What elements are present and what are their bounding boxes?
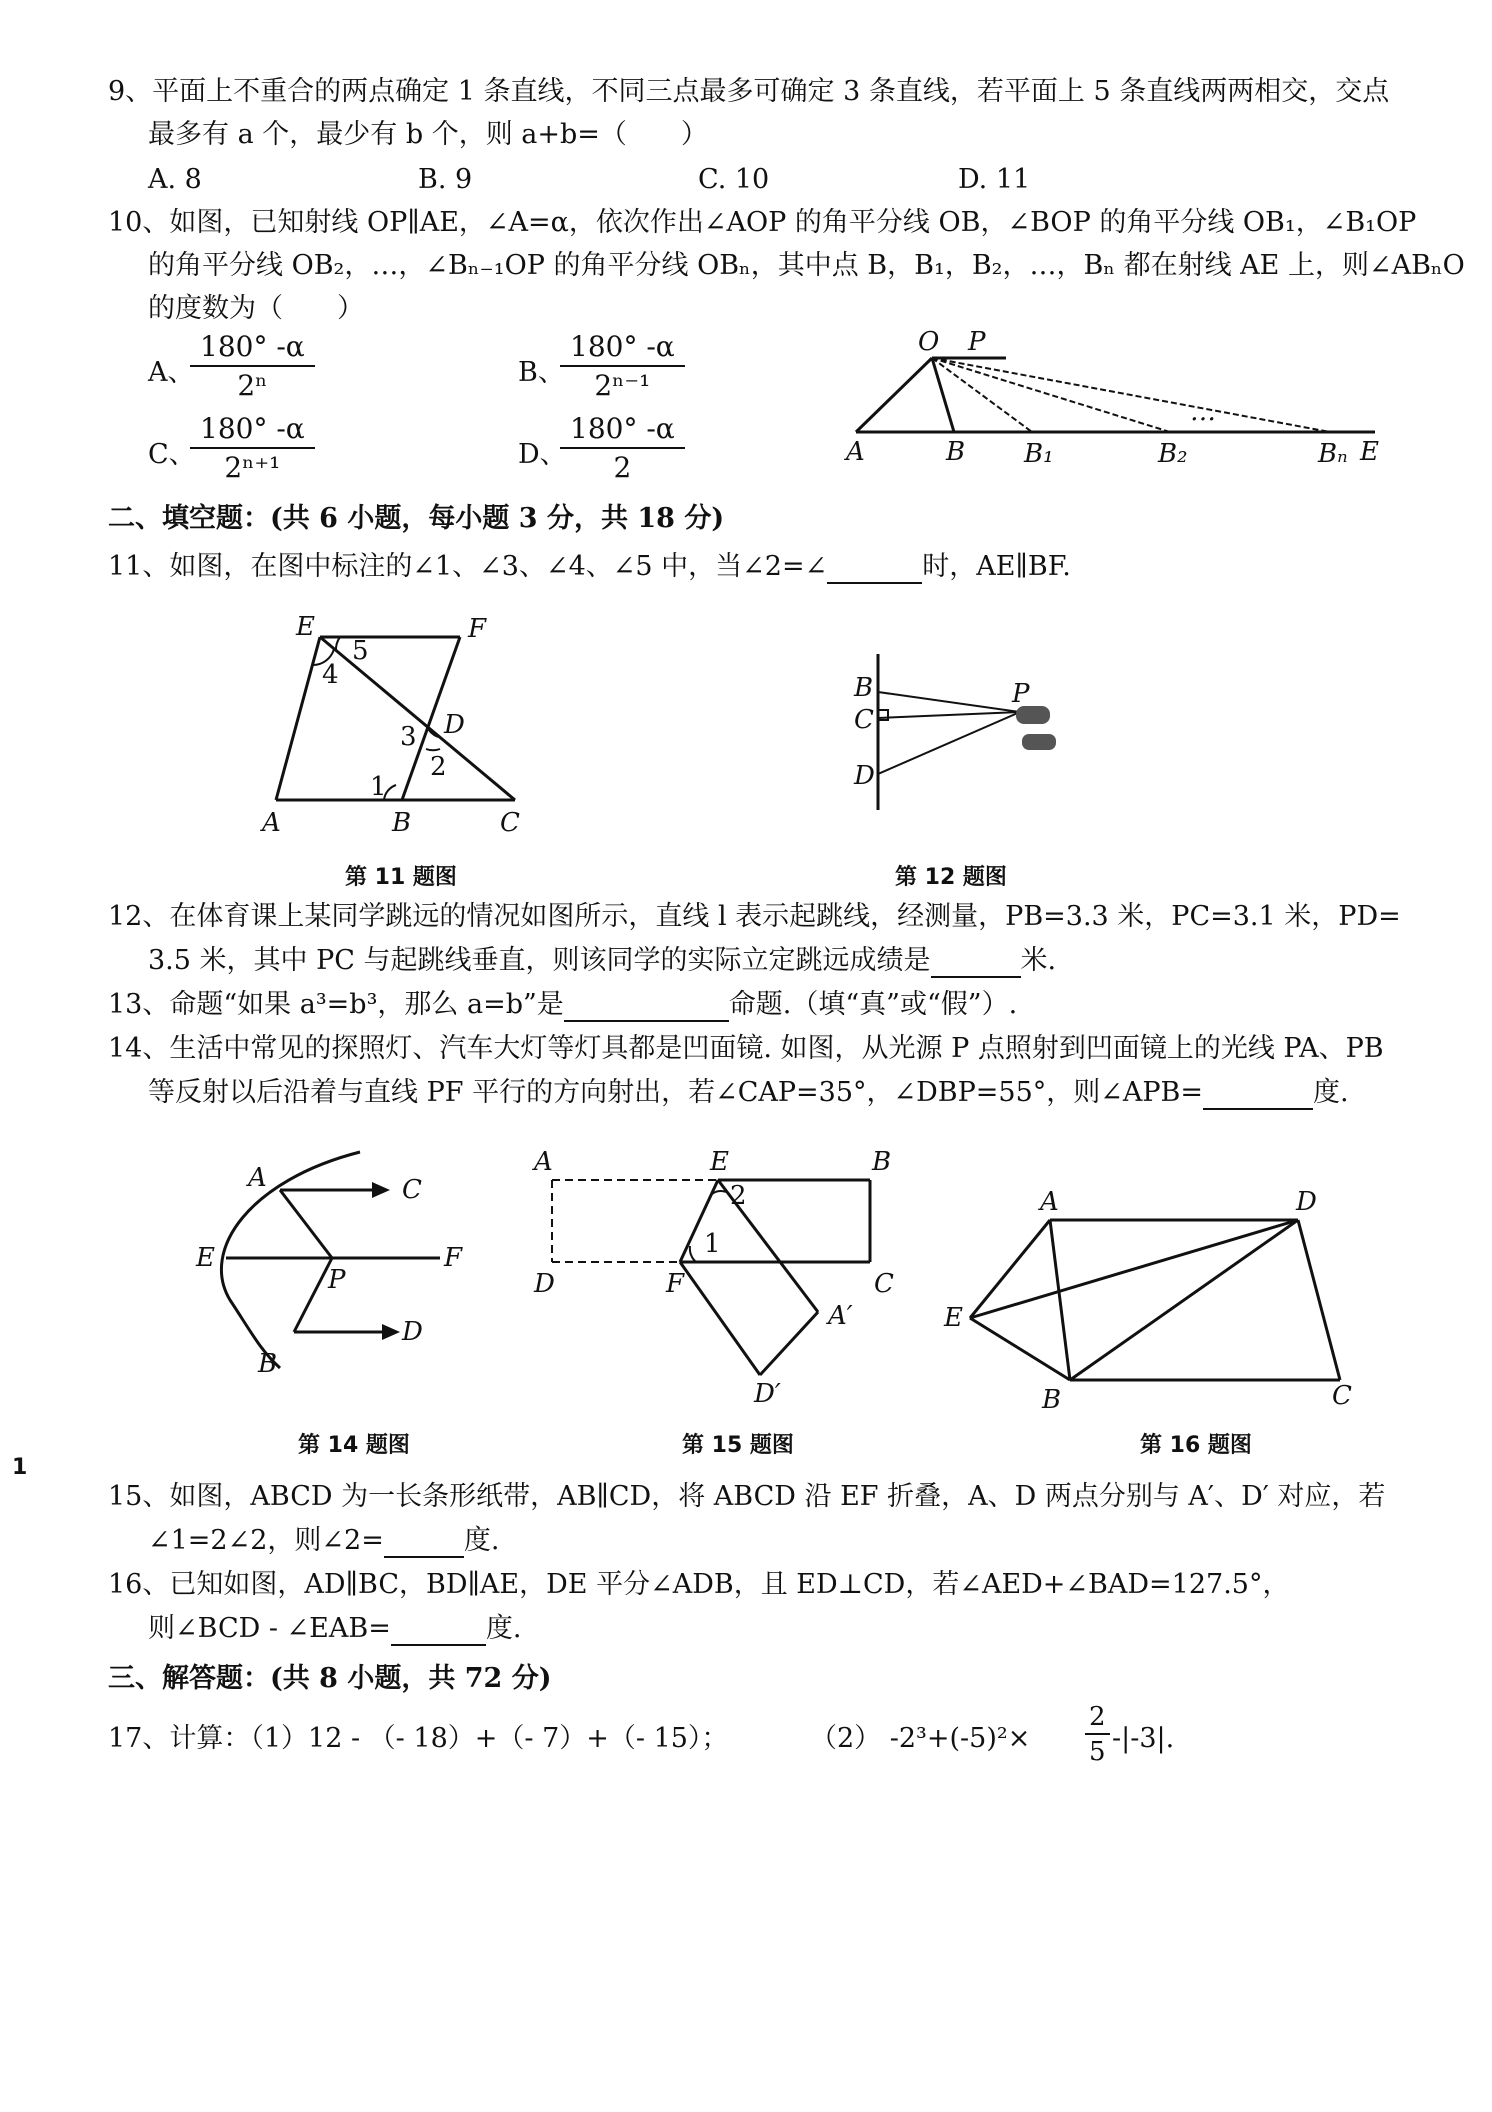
q13-before: 13、命题“如果 a³=b³，那么 a=b”是: [108, 989, 564, 1020]
q15-figure: [530, 1140, 910, 1410]
label-angle-1: 1: [704, 1229, 721, 1259]
q17-part1: 17、计算：（1）12 - （- 18）+（- 7）+（- 15）；: [108, 1723, 729, 1754]
label-a: A: [262, 808, 281, 838]
label-bn: Bₙ: [1318, 439, 1348, 469]
fraction-denominator: 2ⁿ⁺¹: [224, 451, 281, 484]
label-angle-3: 3: [400, 722, 417, 752]
q12-figure: [840, 650, 1100, 820]
label-b2: B₂: [1158, 439, 1188, 469]
q9-line1: 9、平面上不重合的两点确定 1 条直线，不同三点最多可确定 3 条直线，若平面上 5 条直线两两相交，交点: [108, 76, 1390, 107]
label-a-prime: A′: [828, 1301, 853, 1331]
q16-answer-blank: [391, 1618, 486, 1646]
label-f: F: [444, 1243, 463, 1273]
label-a: A: [248, 1163, 267, 1193]
label-angle-1: 1: [370, 772, 387, 802]
section2-heading: 二、填空题：(共 6 小题，每小题 3 分，共 18 分): [108, 503, 725, 534]
q9-line2: 最多有 a 个，最少有 b 个，则 a+b=（ ）: [148, 119, 708, 150]
q9-option-c: C. 10: [698, 164, 770, 195]
label-dots: …: [1190, 397, 1216, 427]
label-e: E: [296, 612, 315, 642]
q10-option-b-fraction: [560, 330, 685, 402]
q15-line2-before: ∠1=2∠2，则∠2=: [148, 1525, 384, 1556]
q14-figure: [190, 1140, 480, 1380]
q16-line2: [148, 1612, 521, 1646]
q10-option-d-label: D、: [518, 439, 567, 470]
q14-line2: [148, 1076, 1349, 1110]
q17-part2-before: （2） -2³+(-5)²×: [810, 1723, 1031, 1754]
q11-answer-blank: [827, 556, 922, 584]
q13-after: 命题.（填“真”或“假”）.: [728, 989, 1018, 1020]
q10-figure: [840, 320, 1400, 470]
label-c: C: [874, 1269, 894, 1299]
q16-line1: 16、已知如图，AD∥BC，BD∥AE，DE 平分∠ADB，且 ED⊥CD，若∠AED+∠BAD=127.5°，: [108, 1569, 1290, 1600]
q9-option-d: D. 11: [958, 164, 1031, 195]
q15-caption: 第 15 题图: [682, 1433, 794, 1458]
q10-option-a-fraction: [190, 330, 315, 402]
fraction-denominator: 5: [1089, 1737, 1106, 1767]
label-b: B: [946, 437, 966, 467]
label-b: B: [1042, 1385, 1062, 1415]
label-angle-2: 2: [430, 752, 447, 782]
fraction-numerator: 2: [1085, 1702, 1110, 1735]
q11-caption: 第 11 题图: [345, 865, 457, 890]
q12-line2-before: 3.5 米，其中 PC 与起跳线垂直，则该同学的实际立定跳远成绩是: [148, 945, 931, 976]
q10-option-c-label: C、: [148, 439, 196, 470]
fraction-numerator: 180° -α: [190, 330, 315, 367]
label-angle-5: 5: [352, 636, 369, 666]
q17-part2-tail: -|-3|.: [1112, 1723, 1175, 1754]
label-b: B: [392, 808, 412, 838]
q11-text-after: 时，AE∥BF.: [922, 551, 1071, 582]
label-d-prime: D′: [754, 1379, 781, 1409]
label-p: P: [328, 1265, 346, 1295]
q15-line2-after: 度.: [463, 1525, 500, 1556]
page-number: 1: [12, 1455, 28, 1480]
label-b: B: [854, 673, 874, 703]
q12-line2-after: 米.: [1020, 945, 1057, 976]
fraction-denominator: 2ⁿ⁻¹: [594, 369, 651, 402]
label-e: E: [196, 1243, 215, 1273]
q15-answer-blank: [384, 1530, 464, 1558]
q14-answer-blank: [1203, 1082, 1313, 1110]
label-c: C: [500, 808, 520, 838]
q13-line: [108, 988, 1017, 1022]
q12-line2: [148, 944, 1056, 978]
q10-option-c-fraction: [190, 412, 315, 484]
q10-option-d-fraction: [560, 412, 685, 484]
label-d: D: [402, 1317, 423, 1347]
q14-caption: 第 14 题图: [298, 1433, 410, 1458]
label-d: D: [1296, 1187, 1317, 1217]
q16-caption: 第 16 题图: [1140, 1433, 1252, 1458]
label-p: P: [968, 327, 986, 357]
fraction-denominator: 2: [613, 451, 632, 484]
q10-option-b-label: B、: [518, 357, 565, 388]
q12-caption: 第 12 题图: [895, 865, 1007, 890]
q17-part2: [810, 1722, 1030, 1756]
q14-line2-after: 度.: [1313, 1077, 1349, 1108]
label-e: E: [944, 1303, 963, 1333]
label-p: P: [1012, 679, 1030, 709]
label-b: B: [872, 1147, 892, 1177]
label-o: O: [918, 327, 940, 357]
q10-option-a-label: A、: [148, 357, 195, 388]
label-d: D: [444, 710, 465, 740]
fraction-denominator: 2ⁿ: [237, 369, 268, 402]
q10-line2: 的角平分线 OB₂，…，∠Bₙ₋₁OP 的角平分线 OBₙ，其中点 B，B₁，B₂，…，Bₙ 都在射线 AE 上，则∠ABₙO: [148, 250, 1465, 281]
q9-option-a: A. 8: [148, 164, 202, 195]
label-a: A: [846, 437, 865, 467]
q17-fraction: [1085, 1702, 1110, 1767]
q11-text-before: 11、如图，在图中标注的∠1、∠3、∠4、∠5 中，当∠2=∠: [108, 551, 828, 582]
footprint-icon: [1022, 734, 1056, 750]
q16-figure: [940, 1180, 1360, 1415]
label-f: F: [666, 1269, 685, 1299]
label-e: E: [710, 1147, 729, 1177]
label-d: D: [534, 1269, 555, 1299]
fraction-numerator: 180° -α: [560, 330, 685, 367]
label-c: C: [402, 1175, 422, 1205]
label-d: D: [854, 761, 875, 791]
q11-figure: [260, 612, 550, 845]
section3-heading: 三、解答题：(共 8 小题，共 72 分): [108, 1663, 552, 1694]
fraction-numerator: 180° -α: [560, 412, 685, 449]
fraction-numerator: 180° -α: [190, 412, 315, 449]
label-b1: B₁: [1024, 439, 1054, 469]
q16-line2-before: 则∠BCD - ∠EAB=: [148, 1613, 391, 1644]
label-b: B: [258, 1349, 278, 1379]
q10-line3: 的度数为（ ）: [148, 293, 364, 324]
q10-line1: 10、如图，已知射线 OP∥AE，∠A=α，依次作出∠AOP 的角平分线 OB，∠BOP 的角平分线 OB₁，∠B₁OP: [108, 207, 1417, 238]
label-e: E: [1360, 437, 1379, 467]
q14-line1: 14、生活中常见的探照灯、汽车大灯等灯具都是凹面镜. 如图，从光源 P 点照射到凹面镜上的光线 PA、PB: [108, 1033, 1384, 1064]
q15-line2: [148, 1524, 499, 1558]
q12-line1: 12、在体育课上某同学跳远的情况如图所示，直线 l 表示起跳线，经测量，PB=3.3 米，PC=3.1 米，PD=: [108, 901, 1401, 932]
label-c: C: [1332, 1381, 1352, 1411]
label-c: C: [854, 705, 874, 735]
label-f: F: [468, 614, 487, 644]
q9-option-b: B. 9: [418, 164, 473, 195]
q12-answer-blank: [931, 950, 1021, 978]
q16-line2-after: 度.: [485, 1613, 522, 1644]
q11-text: [108, 550, 1071, 584]
label-a: A: [534, 1147, 553, 1177]
label-a: A: [1040, 1187, 1059, 1217]
label-angle-4: 4: [322, 660, 339, 690]
label-angle-2: 2: [730, 1181, 747, 1211]
q13-answer-blank: [564, 994, 729, 1022]
q15-line1: 15、如图，ABCD 为一长条形纸带，AB∥CD，将 ABCD 沿 EF 折叠，A、D 两点分别与 A′、D′ 对应，若: [108, 1481, 1386, 1512]
q14-line2-before: 等反射以后沿着与直线 PF 平行的方向射出，若∠CAP=35°，∠DBP=55°，则∠APB=: [148, 1077, 1204, 1108]
